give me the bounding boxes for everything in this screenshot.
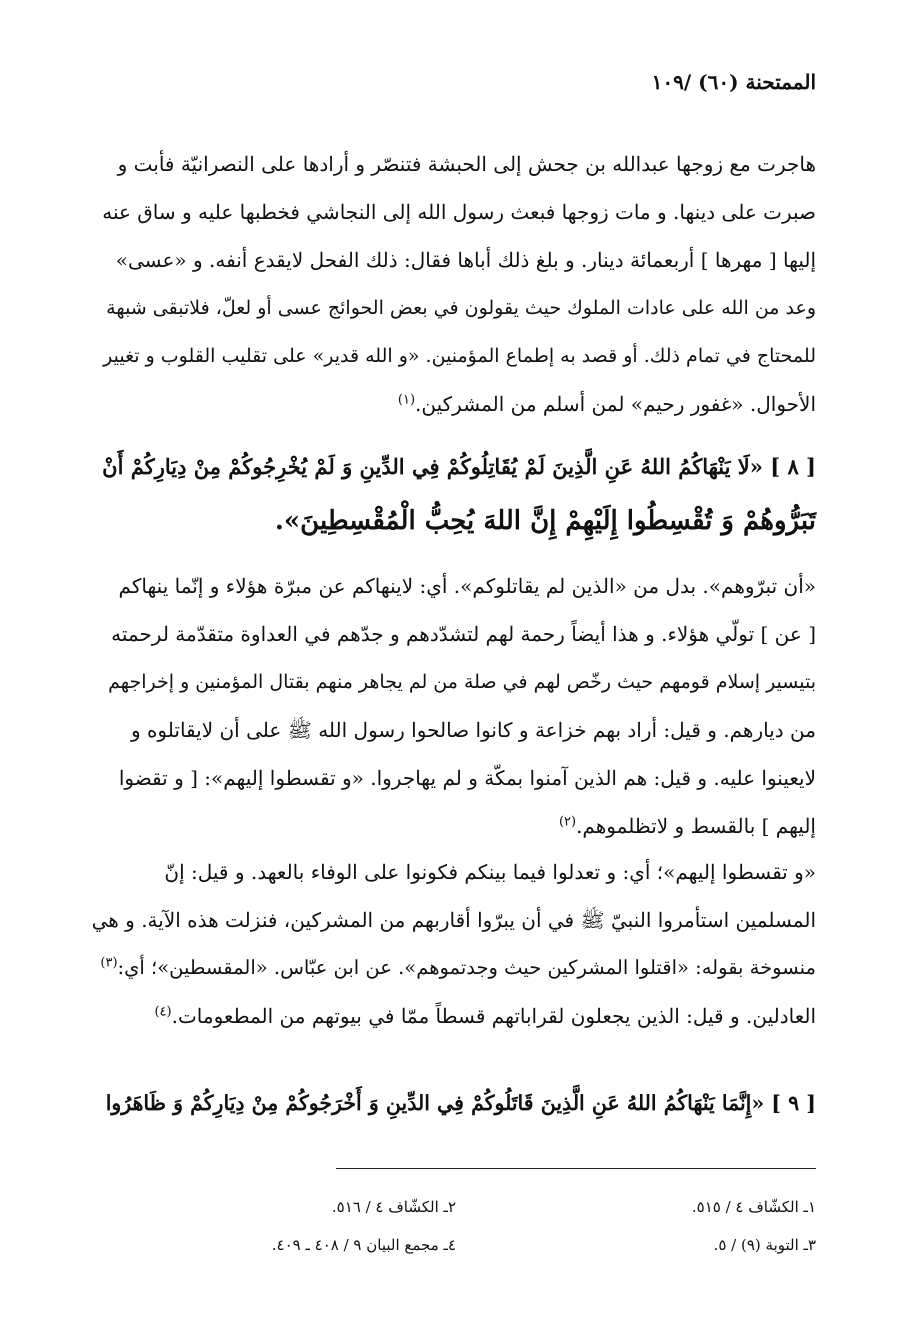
paragraph-commentary-3 (92, 848, 816, 1040)
footnote-3: ٣ـ التوبة (٩) / ٥. (713, 1236, 816, 1254)
footnote-4: ٤ـ مجمع البيان ٩ / ٤٠٨ ـ ٤٠٩. (271, 1236, 456, 1254)
text-line: صبرت على دينها. و مات زوجها فبعث رسول الله إلى النجاشي فخطبها عليه و ساق عنه (102, 200, 816, 224)
paragraph-commentary-2 (92, 562, 816, 850)
footnote-ref-3: (٣) (100, 955, 118, 971)
footnote-divider (336, 1168, 816, 1169)
quran-verse-9 (92, 1076, 816, 1130)
text-line-with-note (92, 802, 816, 850)
text-line: لايعينوا عليه. و قيل: هم الذين آمنوا بمكّة و لم يهاجروا. «و تقسطوا إليهم»: [ و تقضوا (118, 766, 816, 790)
running-header (652, 70, 816, 94)
text-line: العادلين. و قيل: الذين يجعلون لقراباتهم قسطاً ممّا في بيوتهم من المطعومات. (171, 1004, 816, 1028)
running-title: الممتحنة (٦٠) /١٠٩ (651, 70, 816, 94)
text-line: [ عن ] تولّي هؤلاء. و هذا أيضاً رحمة لهم لتشدّدهم و جدّهم في العداوة متقدّمة لرحمته (111, 622, 816, 646)
verse-line: [ ٩ ] «إِنَّمَا يَنْهَاكُمُ اللهُ عَنِ الَّذِينَ قَاتَلُوكُمْ فِي الدِّينِ وَ أَخْرَجُوكُمْ مِنْ دِيَارِكُمْ وَ ظَاهَرُوا (105, 1091, 816, 1115)
text-line: «و تقسطوا إليهم»؛ أي: و تعدلوا فيما بينكم فكونوا على الوفاء بالعهد. و قيل: إنّ (164, 860, 816, 884)
text-line-with-note (92, 992, 816, 1040)
footnote-row (92, 1188, 816, 1226)
footnotes (92, 1188, 816, 1264)
footnote-ref-2: (٢) (558, 814, 577, 830)
footnote-ref-1: (١) (397, 392, 416, 408)
text-line: للمحتاج في تمام ذلك. أو قصد به إطماع المؤمنين. «و الله قدير» على تقليب القلوب و تغيير (103, 345, 816, 367)
text-line: منسوخة بقوله: «اقتلوا المشركين حيث وجدتموهم». عن ابن عبّاس. «المقسطين»؛ أي: (117, 956, 816, 979)
text-line: إليهم ] بالقسط و لاتظلموهم. (576, 814, 816, 838)
footnote-1: ١ـ الكشّاف ٤ / ٥١٥. (691, 1198, 816, 1216)
verse-line: تَبَرُّوهُمْ وَ تُقْسِطُوا إِلَيْهِمْ إِنَّ اللهَ يُحِبُّ الْمُقْسِطِينَ». (274, 506, 816, 536)
text-line: من ديارهم. و قيل: أراد بهم خزاعة و كانوا صالحوا رسول الله ﷺ على أن لايقاتلوه و (130, 718, 816, 742)
quran-verse-8 (92, 440, 816, 548)
text-line: هاجرت مع زوجها عبدالله بن جحش إلى الحبشة فتنصّر و أرادها على النصرانيّة فأبت و (117, 152, 816, 176)
text-line: «أن تبرّوهم». بدل من «الذين لم يقاتلوكم». أي: لاينهاكم عن مبرّة هؤلاء و إنّما ينهاكم (118, 574, 816, 598)
footnote-row (92, 1226, 816, 1264)
footnote-2: ٢ـ الكشّاف ٤ / ٥١٦. (331, 1198, 456, 1216)
paragraph-commentary-1 (92, 140, 816, 428)
text-line: وعد من الله على عادات الملوك حيث يقولون في بعض الحوائج عسى أو لعلّ، فلاتبقى شبهة (106, 297, 816, 319)
verse-line: [ ٨ ] «لَا يَنْهَاكُمُ اللهُ عَنِ الَّذِينَ لَمْ يُقَاتِلُوكُمْ فِي الدِّينِ وَ لَمْ يُخْرِجُوكُمْ مِنْ دِيَارِكُمْ أَنْ (102, 454, 816, 479)
text-line: المسلمين استأمروا النبيّ ﷺ في أن يبرّوا أقاربهم من المشركين، فنزلت هذه الآية. و هي (91, 908, 816, 932)
text-line: الأحوال. «غفور رحيم» لمن أسلم من المشركين. (415, 392, 816, 416)
text-line-with-note (92, 380, 816, 428)
text-line: إليها [ مهرها ] أربعمائة دينار. و بلغ ذلك أباها فقال: ذلك الفحل لايقدع أنفه. و «عسى» (115, 248, 816, 272)
text-line-with-note (92, 944, 816, 992)
text-line: بتيسير إسلام قومهم حيث رخّص لهم في صلة من لم يجاهر منهم بقتال المؤمنين و إخراجهم (108, 671, 816, 693)
footnote-ref-4: (٤) (154, 1004, 172, 1020)
